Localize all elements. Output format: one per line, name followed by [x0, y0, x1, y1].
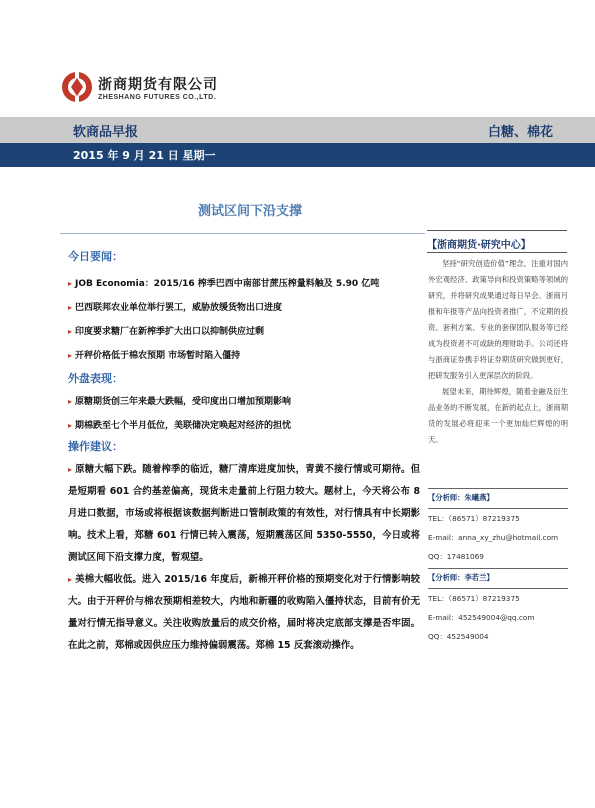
analyst-card — [428, 568, 568, 646]
foreign-market-item: ▸ 原糖期货创三年来最大跌幅，受印度出口增加预期影响 — [68, 397, 292, 407]
analyst-divider — [428, 568, 568, 569]
analyst-divider — [428, 488, 568, 489]
analyst-name: 【分析师：李若兰】 — [428, 573, 494, 582]
foreign-market-item: ▸ 期棉跌至七个半月低位，美联储决定唤起对经济的担忧 — [68, 421, 292, 431]
bullet-arrow-icon: ▸ — [68, 351, 73, 360]
analyst-card — [428, 488, 568, 566]
report-type: 软商品早报 — [73, 125, 139, 140]
bullet-arrow-icon: ▸ — [68, 397, 73, 406]
bullet-arrow-icon: ▸ — [68, 279, 73, 288]
document-title: 测试区间下沿支撑 — [197, 204, 302, 219]
company-logo-icon — [60, 70, 94, 104]
advice-paragraph-sugar: ▸ 原糖大幅下跌。随着榨季的临近，糖厂清库进度加快，青黄不接行情或可期待。但是短期看 601 合约基差偏高，现货未走量前上行阻力较大。题材上，今天将公布 8 月进口数据，市场或将根据该数据判断进口管制政策的有效性，对行情具有中长期影响。技术上看，郑糖 601 行情已转入震荡，短期震荡区间 5350-5550，今日或将测试区间下沿支撑力度，暂观望。 — [68, 464, 420, 563]
advice-paragraph-cotton: ▸ 美棉大幅收低。进入 2015/16 年度后，新棉开秤价格的预期变化对于行情影响较大。由于开秤价与棉农预期相差较大，内地和新疆的收购陷入僵持状态，目前有价无量对行情无指导意义。关注收购放量后的成交价格，届时将决定底部支撑是否牢固。在此之前，郑棉或因供应压力维持偏弱震荡。郑棉 15 反套滚动操作。 — [68, 574, 420, 651]
bullet-arrow-icon: ▸ — [68, 465, 73, 474]
analyst-tel: TEL：（86571）87219375 — [428, 514, 520, 523]
sidebar-title: 【浙商期货·研究中心】 — [427, 240, 531, 251]
research-center-intro — [428, 256, 568, 448]
analyst-email: E-mail：anna_xy_zhu@hotmail.com — [428, 533, 559, 542]
analyst-qq: QQ：452549004 — [428, 632, 489, 641]
foreign-market-heading: 外盘表现： — [68, 372, 123, 385]
news-item: ▸ 巴西联邦农业单位举行罢工，威胁放缓货物出口进度 — [68, 303, 283, 313]
news-item: ▸ JOB Economia：2015/16 榨季巴西中南部甘蔗压榨量料触及 5.90 亿吨 — [68, 279, 380, 289]
analyst-qq: QQ：17481069 — [428, 552, 484, 561]
title-divider — [60, 233, 425, 234]
report-date: 2015 年 9 月 21 日 星期一 — [73, 149, 216, 162]
intro-paragraph: 展望未来，期待辉煌，随着金融及衍生品业务的不断发展，在新的起点上，浙商期货的发展必将迎来一个更加灿烂辉煌的明天。 — [428, 387, 568, 444]
company-logo — [60, 70, 230, 110]
bullet-arrow-icon: ▸ — [68, 327, 73, 336]
bullet-arrow-icon: ▸ — [68, 421, 73, 430]
news-item: ▸ 开秤价格低于棉农预期 市场暂时陷入僵持 — [68, 351, 241, 361]
sidebar-divider — [427, 230, 567, 231]
analyst-name: 【分析师：朱曦燕】 — [428, 493, 494, 502]
company-name-cn: 浙商期货有限公司 — [98, 77, 218, 93]
company-name-en: ZHESHANG FUTURES CO.,LTD. — [98, 94, 217, 101]
advice-body — [68, 459, 420, 657]
analyst-email: E-mail：452549004@qq.com — [428, 613, 535, 622]
analyst-tel: TEL：（86571）87219375 — [428, 594, 520, 603]
bullet-arrow-icon: ▸ — [68, 575, 73, 584]
commodity-label: 白糖、棉花 — [487, 125, 553, 140]
news-item: ▸ 印度要求糖厂在新榨季扩大出口以抑制供应过剩 — [68, 327, 265, 337]
advice-heading: 操作建议： — [68, 440, 123, 453]
sidebar-divider — [427, 252, 567, 253]
bullet-arrow-icon: ▸ — [68, 303, 73, 312]
intro-paragraph: 坚持“研究创造价值”理念，注重对国内外宏观经济、政策导向和投资策略等领域的研究，并将研究成果通过每日早会、浙商月报和年报等产品向投资者推广，不定期的投资、套利方案、专业的套保团队服务等已经成为投资者不可或缺的理财助手。公司还将与浙商证券携手将证券期货研究做到更好，把研发服务引入更深层次的阶段。 — [428, 259, 568, 380]
news-heading: 今日要闻： — [68, 250, 123, 263]
